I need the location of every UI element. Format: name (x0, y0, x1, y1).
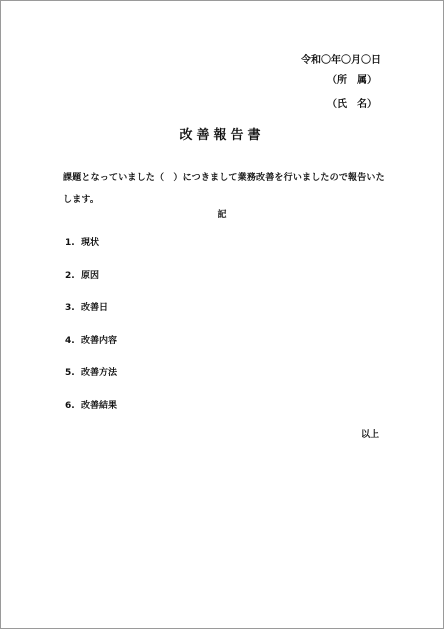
list-item-label: 現状 (81, 238, 100, 248)
list-item-number: 6. (65, 400, 75, 411)
list-item-number: 5. (65, 368, 75, 378)
list-item (65, 335, 117, 368)
list-item-number: 4. (65, 335, 75, 346)
list-item (65, 270, 117, 303)
document-title: 改善報告書 (179, 128, 265, 143)
name-field: （氏 名） (327, 99, 377, 110)
report-body-text: 課題となっていました（ ）につきまして業務改善を行いましたので報告いたします。 (63, 173, 385, 205)
list-item (65, 400, 117, 433)
list-item-label: 原因 (81, 270, 100, 281)
list-item-label: 改善内容 (81, 335, 118, 346)
list-item-label: 改善結果 (81, 400, 118, 411)
list-item-number: 1. (65, 238, 75, 248)
closing-text: 以上 (360, 430, 379, 440)
list-item-number: 2. (65, 270, 75, 281)
list-item-label: 改善日 (81, 303, 109, 313)
list-item (65, 367, 117, 400)
list-item-label: 改善方法 (81, 368, 118, 378)
report-item-list (65, 237, 117, 432)
list-item (65, 237, 117, 270)
list-item (65, 302, 117, 335)
report-date: 令和〇年〇月〇日 (301, 55, 381, 66)
affiliation-field: （所 属） (327, 75, 377, 86)
list-item-number: 3. (65, 303, 75, 313)
ki-heading: 記 (217, 210, 227, 220)
